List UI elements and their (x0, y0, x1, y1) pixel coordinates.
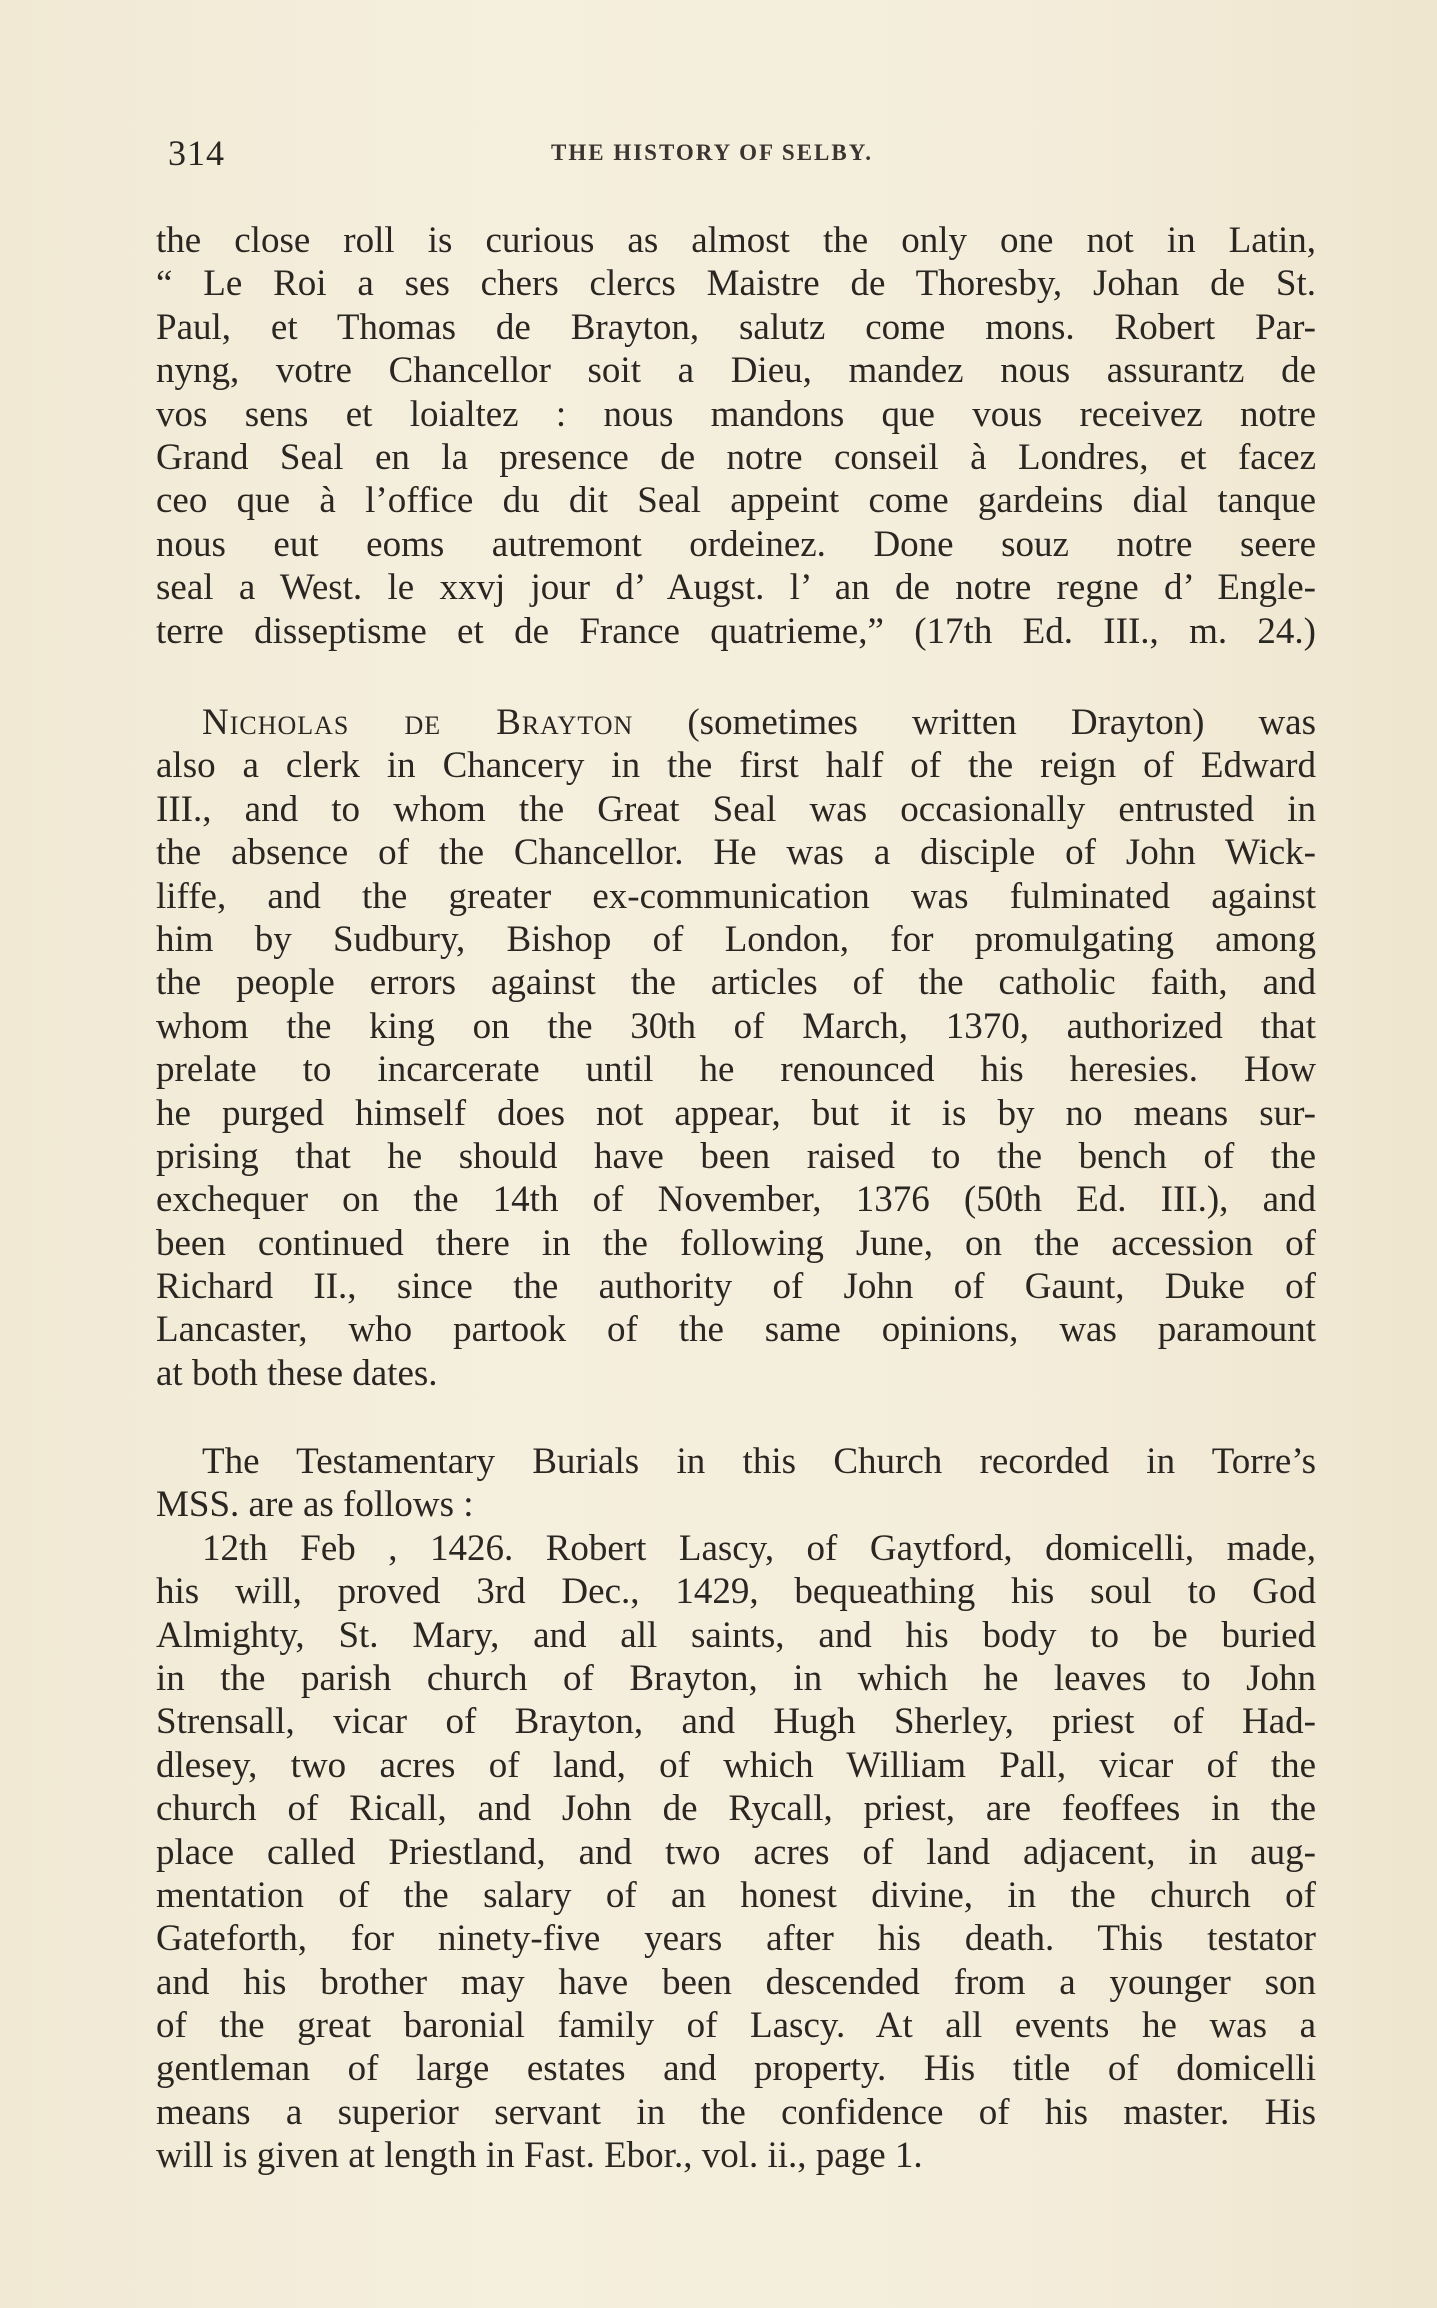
text-line: The Testamentary Burials in this Church recorded in Torre’s (202, 1441, 1316, 1482)
text-line: dlesey, two acres of land, of which William Pall, vicar of the (156, 1744, 1316, 1786)
text-line: him by Sudbury, Bishop of London, for promulgating among (156, 918, 1316, 960)
text-line: Richard II., since the authority of John of Gaunt, Duke of (156, 1266, 1316, 1308)
text-line: gentleman of large estates and property. His title of domicelli (156, 2048, 1316, 2090)
text-line: mentation of the salary of an honest divine, in the church of (156, 1874, 1316, 1916)
text-line: and his brother may have been descended from a younger son (156, 1961, 1316, 2003)
text-line: nyng, votre Chancellor soit a Dieu, mandez nous assurantz de (156, 350, 1316, 392)
text-line: place called Priestland, and two acres of land adjacent, in aug- (156, 1831, 1316, 1873)
page-number: 314 (168, 133, 225, 173)
text-line: ceo que à l’office du dit Seal appeint come gardeins dial tanque (156, 480, 1316, 522)
text-line: Paul, et Thomas de Brayton, salutz come mons. Robert Par- (156, 306, 1316, 348)
text-line: Strensall, vicar of Brayton, and Hugh Sherley, priest of Had- (156, 1701, 1316, 1743)
text-line: Almighty, St. Mary, and all saints, and his body to be buried (156, 1614, 1316, 1656)
paragraph-testamentary-burials (156, 1440, 1316, 2178)
text-line: nous eut eoms autremont ordeinez. Done souz notre seere (156, 523, 1316, 565)
text-line: “ Le Roi a ses chers clercs Maistre de Thoresby, Johan de St. (156, 263, 1316, 305)
text-line: been continued there in the following June, on the accession of (156, 1222, 1316, 1264)
text-line: the people errors against the articles of the catholic faith, and (156, 962, 1316, 1004)
text-line: means a superior servant in the confidence of his master. His (156, 2091, 1316, 2133)
page-header (168, 132, 1308, 172)
text-line: seal a West. le xxvj jour d’ Augst. l’ an de notre regne d’ Engle- (156, 567, 1316, 609)
text-line: at both these dates. (156, 1352, 438, 1394)
text-line: liffe, and the greater ex-communication was fulminated against (156, 875, 1316, 917)
text-line: III., and to whom the Great Seal was occasionally entrusted in (156, 788, 1316, 830)
name-smallcaps: Nicholas de Brayton (202, 702, 634, 743)
text-line: will is given at length in Fast. Ebor., vol. ii., page 1. (156, 2135, 923, 2177)
text-line: MSS. are as follows : (156, 1484, 474, 1526)
text-line: church of Ricall, and John de Rycall, priest, are feoffees in the (156, 1788, 1316, 1830)
text-line: Lancaster, who partook of the same opinions, was paramount (156, 1309, 1316, 1351)
text-line: exchequer on the 14th of November, 1376 (50th Ed. III.), and (156, 1179, 1316, 1221)
text-line: 12th Feb , 1426. Robert Lascy, of Gaytford, domicelli, made, (202, 1527, 1316, 1569)
text-line: the absence of the Chancellor. He was a disciple of John Wick- (156, 832, 1316, 874)
text-line (156, 701, 1316, 744)
text-line: Grand Seal en la presence de notre conseil à Londres, et facez (156, 436, 1316, 478)
text-line: his will, proved 3rd Dec., 1429, bequeathing his soul to God (156, 1571, 1316, 1613)
text-line: the close roll is curious as almost the only one not in Latin, (156, 220, 1316, 261)
text-line: also a clerk in Chancery in the first half of the reign of Edward (156, 745, 1316, 787)
text-line: vos sens et loialtez : nous mandons que vous receivez notre (156, 393, 1316, 435)
running-head: THE HISTORY OF SELBY. (551, 140, 873, 165)
text-line: whom the king on the 30th of March, 1370, authorized that (156, 1005, 1316, 1047)
text-line: terre disseptisme et de France quatrieme,” (17th Ed. III., m. 24.) (156, 610, 1316, 652)
paragraph-close-roll (156, 219, 1316, 653)
text-line-rest: (sometimes written Drayton) was (633, 702, 1317, 743)
text-line: Gateforth, for ninety-five years after his death. This testator (156, 1918, 1316, 1960)
text-line: of the great baronial family of Lascy. At all events he was a (156, 2005, 1316, 2047)
paragraph-nicholas-de-brayton (156, 701, 1316, 1395)
text-line: prelate to incarcerate until he renounced his heresies. How (156, 1049, 1316, 1091)
text-line: prising that he should have been raised to the bench of the (156, 1135, 1316, 1177)
text-line: in the parish church of Brayton, in which he leaves to John (156, 1657, 1316, 1699)
text-line: he purged himself does not appear, but it is by no means sur- (156, 1092, 1316, 1134)
